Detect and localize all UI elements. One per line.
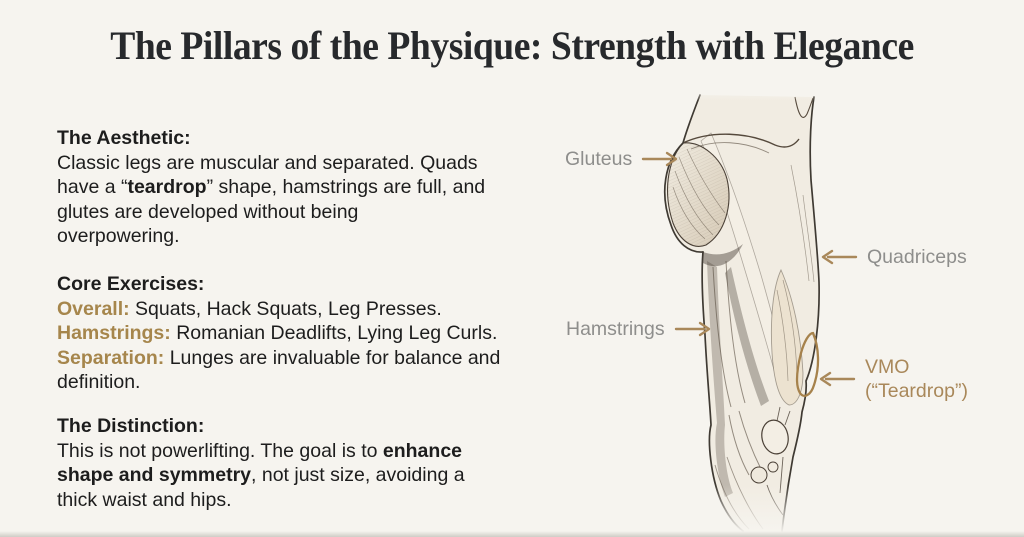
vmo-label-line2: (“Teardrop”): [865, 380, 968, 402]
core-item-overall-label: Overall:: [57, 297, 130, 320]
aesthetic-line1-text: Classic legs are muscular and separated. Quads: [57, 151, 478, 174]
distinction-line1-bold: enhance: [382, 439, 463, 462]
aesthetic-line-1: [57, 151, 537, 176]
quadriceps-arrow-icon: [820, 249, 858, 265]
aesthetic-heading: The Aesthetic:: [57, 127, 191, 149]
gluteus-label: [565, 147, 679, 171]
hamstrings-arrow-icon: [674, 321, 712, 337]
aesthetic-line3-text: glutes are developed without being: [57, 200, 359, 223]
quadriceps-label: [820, 245, 967, 269]
core-item-separation-text: Lunges are invaluable for balance and: [164, 346, 501, 369]
vmo-label: [818, 355, 968, 403]
aesthetic-line-3: [57, 200, 537, 225]
distinction-line2-bold: shape and symmetry: [57, 464, 252, 486]
distinction-heading: The Distinction:: [57, 415, 205, 437]
vmo-label-line1: VMO: [865, 356, 910, 378]
quadriceps-label-text: Quadriceps: [867, 246, 967, 268]
distinction-line-3: [57, 488, 537, 513]
distinction-line-1: [57, 439, 537, 464]
aesthetic-line2-pre: have a “: [57, 176, 128, 198]
gluteus-arrow-icon: [641, 151, 679, 167]
core-heading: Core Exercises:: [57, 273, 205, 295]
aesthetic-line2-bold: teardrop: [127, 176, 207, 198]
section-aesthetic: [57, 126, 537, 249]
section-core-exercises: [57, 272, 537, 395]
core-item-hamstrings-label: Hamstrings:: [57, 322, 171, 344]
aesthetic-line4-text: overpowering.: [57, 225, 180, 247]
aesthetic-line2-post: ” shape, hamstrings are full, and: [206, 176, 486, 198]
page-title: The Pillars of the Physique: Strength with Elegance: [110, 23, 914, 68]
core-item-hamstrings-text: Romanian Deadlifts, Lying Leg Curls.: [170, 322, 498, 344]
core-item-hamstrings: [57, 321, 537, 346]
core-item-overall-text: Squats, Hack Squats, Leg Presses.: [129, 297, 442, 320]
aesthetic-line-2: [57, 175, 537, 200]
core-item-separation-label: Separation:: [57, 346, 165, 369]
gluteus-label-text: Gluteus: [565, 148, 633, 170]
aesthetic-line-4: [57, 224, 537, 249]
distinction-line2-post: , not just size, avoiding a: [251, 464, 465, 486]
core-item-separation: [57, 346, 537, 371]
core-item-separation-wrap: definition.: [57, 371, 141, 393]
distinction-line3-text: thick waist and hips.: [57, 488, 232, 511]
core-item-overall: [57, 297, 537, 322]
distinction-line1-pre: This is not powerlifting. The goal is to: [57, 439, 383, 462]
hamstrings-label: [566, 317, 712, 341]
section-distinction: [57, 414, 537, 512]
hamstrings-label-text: Hamstrings: [566, 318, 665, 340]
vmo-label-lines: [865, 355, 968, 403]
vmo-arrow-icon: [818, 371, 856, 387]
distinction-line-2: [57, 463, 537, 488]
